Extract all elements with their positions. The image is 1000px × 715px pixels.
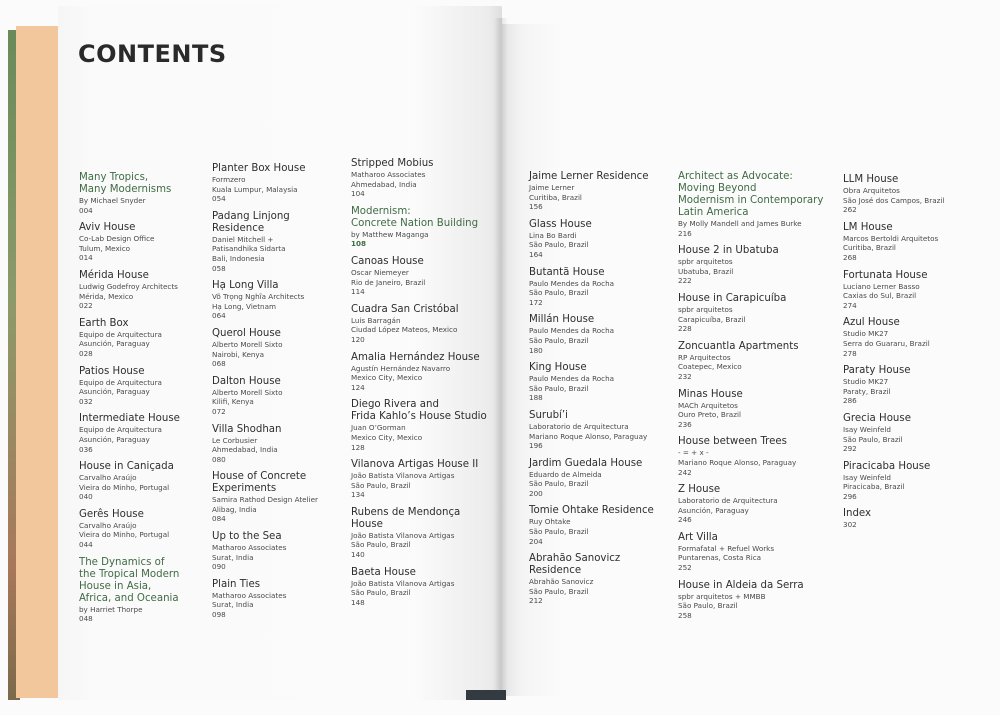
toc-entry-details: Daniel Mitchell + Patisandhika Sidarta Bali, Indonesia — [212, 234, 286, 263]
toc-entry-details: by Harriet Thorpe — [79, 604, 143, 614]
toc-entry-page-number: 114 — [351, 287, 365, 297]
toc-entry-details: João Batista Vilanova Artigas São Paulo, Brazil — [351, 530, 455, 550]
toc-entry-page-number: 286 — [843, 396, 857, 406]
toc-entry-title: Rubens de Mendonça House — [351, 506, 461, 530]
toc-entry — [351, 352, 491, 393]
toc-entry-page-number: 048 — [79, 614, 93, 624]
toc-entry-details: Matharoo Associates Ahmedabad, India — [351, 170, 426, 189]
toc-entry — [79, 461, 204, 502]
toc-entry-page-number: 232 — [678, 371, 692, 381]
toc-entry-title: Mérida House — [79, 269, 149, 281]
toc-entry-details: spbr arquitetos + MMBB São Paulo, Brazil — [678, 591, 766, 611]
toc-entry — [843, 270, 983, 311]
toc-entry-details: Laboratorio de Arquitectura Mariano Roque Alonso, Paraguay — [529, 421, 648, 441]
toc-entry-details: Alberto Morell Sixto Kilifi, Kenya — [212, 387, 283, 407]
toc-entry-page-number: 274 — [843, 300, 857, 310]
toc-entry-details: Lina Bo Bardi São Paulo, Brazil — [529, 230, 589, 250]
toc-entry-title: Butantã House — [529, 266, 605, 278]
toc-entry — [351, 459, 491, 500]
toc-entry-details: Equipo de Arquitectura Asunción, Paraguay — [79, 425, 162, 444]
toc-entry-title: Earth Box — [79, 317, 129, 329]
toc-entry-page-number: 180 — [529, 345, 543, 355]
toc-entry-page-number: 246 — [678, 515, 692, 525]
toc-entry-title: Hạ Long Villa — [212, 280, 279, 292]
toc-entry — [529, 267, 669, 308]
toc-entry-title: Baeta House — [351, 566, 416, 578]
toc-entry-details: João Batista Vilanova Artigas São Paulo, Brazil — [351, 471, 455, 490]
toc-entry-title: Tomie Ohtake Residence — [529, 505, 654, 517]
toc-entry — [212, 579, 342, 620]
toc-entry-details: By Michael Snyder — [79, 196, 146, 205]
toc-entry-details: Ludwig Godefroy Architects Mérida, Mexico — [79, 281, 178, 301]
toc-entry-title: Art Villa — [678, 531, 718, 543]
toc-entry — [529, 314, 669, 355]
toc-entry-details: João Batista Vilanova Artigas São Paulo, Brazil — [351, 578, 455, 598]
toc-entry-title: Abrahão Sanovicz Residence — [529, 553, 621, 577]
toc-entry-page-number: 296 — [843, 491, 857, 501]
contents-column-3 — [351, 158, 491, 614]
toc-entry — [843, 222, 983, 263]
toc-entry-page-number: 216 — [678, 228, 692, 238]
toc-entry — [212, 280, 342, 321]
toc-entry — [678, 484, 838, 525]
toc-entry — [212, 424, 342, 465]
toc-entry — [79, 509, 204, 550]
toc-entry-page-number: 268 — [843, 252, 857, 262]
toc-entry — [843, 413, 983, 454]
toc-entry-page-number: 278 — [843, 348, 857, 358]
toc-entry-page-number: 252 — [678, 563, 692, 573]
toc-entry-page-number: 090 — [212, 562, 226, 572]
toc-entry-details: Oscar Niemeyer Rio de Janeiro, Brazil — [351, 267, 426, 287]
toc-entry-title: Up to the Sea — [212, 531, 282, 543]
toc-entry-page-number: 072 — [212, 406, 226, 416]
toc-entry — [529, 362, 669, 403]
toc-entry — [678, 580, 838, 621]
toc-entry-page-number: 054 — [212, 194, 226, 204]
toc-entry-page-number: 164 — [529, 249, 543, 259]
toc-entry-title: Amalia Hernández House — [351, 351, 480, 363]
toc-entry — [351, 507, 491, 560]
toc-entry-details: Luciano Lerner Basso Caxias do Sul, Brazil — [843, 281, 920, 301]
toc-entry — [529, 553, 669, 606]
toc-entry-details: Carvalho Araújo Vieira do Minho, Portugal — [79, 473, 170, 492]
toc-entry-title: Index — [843, 508, 872, 520]
toc-entry-page-number: 104 — [351, 189, 365, 199]
toc-entry-details: - = + x - Mariano Roque Alonso, Paraguay — [678, 448, 797, 467]
toc-entry-title: Villa Shodhan — [212, 423, 282, 435]
toc-entry-title: The Dynamics of the Tropical Modern House in Asia, Africa, and Oceania — [79, 556, 180, 604]
toc-entry — [212, 471, 342, 524]
toc-entry — [678, 532, 838, 573]
toc-entry-details: Le Corbusier Ahmedabad, India — [212, 435, 278, 455]
toc-entry-page-number: 156 — [529, 202, 543, 212]
toc-entry-page-number: 228 — [678, 324, 692, 334]
toc-entry-details: Võ Trọng Nghĩa Architects Hạ Long, Vietnam — [212, 292, 305, 311]
toc-entry — [843, 365, 983, 406]
toc-entry-details: Paulo Mendes da Rocha São Paulo, Brazil — [529, 278, 615, 298]
toc-entry-title: Paraty House — [843, 365, 911, 377]
toc-entry-details: spbr arquitetos Ubatuba, Brazil — [678, 257, 734, 276]
toc-entry-page-number: 196 — [529, 441, 543, 451]
toc-entry — [351, 304, 491, 345]
toc-entry-page-number: 064 — [212, 311, 226, 321]
toc-entry — [843, 317, 983, 358]
toc-entry-details: Laboratorio de Arquitectura Asunción, Paraguay — [678, 496, 778, 515]
toc-entry — [79, 366, 204, 407]
toc-entry-page-number: 222 — [678, 276, 692, 286]
toc-entry-title: Jaime Lerner Residence — [529, 171, 649, 182]
toc-entry-details: RP Arquitectos Coatepec, Mexico — [678, 352, 742, 372]
toc-entry-title: House in Carapicuíba — [678, 292, 787, 304]
toc-entry-page-number: 004 — [79, 205, 93, 215]
toc-entry-title: Jardim Guedala House — [529, 457, 643, 469]
toc-entry-details: Luis Barragán Ciudad López Mateos, Mexico — [351, 315, 458, 335]
toc-entry-details: Isay Weinfeld São Paulo, Brazil — [843, 424, 903, 444]
toc-entry — [79, 413, 204, 454]
toc-entry — [678, 436, 838, 477]
toc-entry-page-number: 134 — [351, 490, 365, 500]
toc-entry-title: House between Trees — [678, 436, 787, 448]
toc-entry-details: by Matthew Maganga — [351, 229, 429, 239]
toc-entry-details: Agustín Hernández Navarro Mexico City, Mexico — [351, 363, 451, 383]
toc-entry-title: Modernism: Concrete Nation Building — [351, 205, 479, 229]
toc-entry-page-number: 084 — [212, 514, 226, 524]
spine-binding — [466, 690, 506, 700]
toc-entry-title: Glass House — [529, 218, 592, 230]
toc-entry — [79, 318, 204, 359]
toc-entry — [529, 458, 669, 499]
toc-entry-page-number: 204 — [529, 536, 543, 546]
toc-entry-page-number: 058 — [212, 263, 226, 273]
toc-entry — [79, 557, 204, 624]
toc-entry-page-number: 292 — [843, 444, 857, 454]
toc-entry — [212, 328, 342, 369]
toc-entry-page-number: 120 — [351, 334, 365, 344]
toc-entry-details: Obra Arquitetos São José dos Campos, Brazil — [843, 186, 945, 205]
page-title: CONTENTS — [78, 40, 227, 68]
toc-entry-title: Diego Rivera and Frida Kahlo’s House Studio — [351, 399, 487, 423]
toc-entry — [529, 219, 669, 260]
toc-entry-title: Stripped Mobius — [351, 158, 434, 169]
toc-entry-title: Surubí’i — [529, 409, 568, 421]
toc-entry — [843, 174, 983, 215]
toc-entry-page-number: 036 — [79, 444, 93, 454]
book-spine — [494, 18, 508, 698]
toc-entry-details: Equipo de Arquitectura Asunción, Paraguay — [79, 377, 162, 397]
toc-entry-page-number: 044 — [79, 540, 93, 550]
toc-entry-details: Matharoo Associates Surat, India — [212, 590, 287, 610]
toc-entry-title: Patios House — [79, 365, 145, 377]
toc-entry-page-number: 262 — [843, 205, 857, 215]
toc-entry-page-number: 236 — [678, 419, 692, 429]
toc-entry-title: Intermediate House — [79, 413, 180, 425]
toc-entry-details: Eduardo de Almeida São Paulo, Brazil — [529, 469, 602, 489]
toc-entry-title: Canoas House — [351, 255, 424, 267]
toc-entry — [678, 341, 838, 382]
toc-entry-page-number: 108 — [351, 239, 367, 249]
toc-entry-title: House of Concrete Experiments — [212, 471, 307, 495]
toc-entry-page-number: 188 — [529, 393, 543, 403]
toc-entry — [529, 171, 669, 212]
toc-entry-details: Samira Rathod Design Atelier Alibag, India — [212, 495, 318, 514]
toc-entry-title: Padang Linjong Residence — [212, 210, 290, 234]
toc-entry-title: Zoncuantla Apartments — [678, 340, 799, 352]
toc-entry — [212, 376, 342, 417]
toc-entry-title: LM House — [843, 221, 893, 233]
toc-entry-title: House 2 in Ubatuba — [678, 245, 779, 257]
toc-entry-page-number: 200 — [529, 488, 543, 498]
toc-entry-details: Alberto Morell Sixto Nairobi, Kenya — [212, 339, 283, 359]
toc-entry — [529, 410, 669, 451]
toc-entry — [351, 206, 491, 249]
toc-entry-title: Querol House — [212, 327, 281, 339]
toc-entry-page-number: 172 — [529, 297, 543, 307]
toc-entry-page-number: 014 — [79, 253, 93, 263]
toc-entry-page-number: 140 — [351, 550, 365, 560]
toc-entry — [79, 222, 204, 263]
toc-entry-page-number: 242 — [678, 467, 692, 477]
toc-entry-title: Architect as Advocate: Moving Beyond Modernism in Contemporary Latin America — [678, 171, 824, 218]
toc-entry — [529, 505, 669, 546]
toc-entry-details: Paulo Mendes da Rocha São Paulo, Brazil — [529, 374, 615, 393]
toc-entry-details: Marcos Bertoldi Arquitetos Curitiba, Brazil — [843, 233, 939, 253]
toc-entry-details: Carvalho Araújo Vieira do Minho, Portugal — [79, 520, 170, 540]
toc-entry-page-number: 098 — [212, 610, 226, 620]
toc-entry-title: King House — [529, 362, 587, 374]
contents-column-6 — [843, 174, 983, 537]
toc-entry-title: Millán House — [529, 314, 595, 326]
toc-entry-details: Equipo de Arquitectura Asunción, Paraguay — [79, 329, 162, 349]
toc-entry-title: Piracicaba House — [843, 460, 931, 472]
toc-entry-details: Formzero Kuala Lumpur, Malaysia — [212, 175, 298, 194]
toc-entry — [678, 171, 838, 238]
toc-entry-details: Studio MK27 Serra do Guararu, Brazil — [843, 329, 930, 348]
toc-entry-page-number: 302 — [843, 520, 857, 530]
contents-column-5 — [678, 171, 838, 627]
toc-entry-details: MACh Arquitetos Ouro Preto, Brazil — [678, 400, 741, 420]
toc-entry-title: Azul House — [843, 317, 900, 329]
toc-entry-title: Z House — [678, 484, 721, 496]
toc-entry — [678, 389, 838, 430]
toc-entry — [678, 245, 838, 286]
toc-entry-page-number: 040 — [79, 492, 93, 502]
toc-entry-title: House in Aldeia da Serra — [678, 579, 804, 591]
toc-entry-page-number: 212 — [529, 596, 543, 606]
toc-entry — [351, 567, 491, 608]
toc-entry-title: Plain Ties — [212, 578, 261, 590]
toc-entry-page-number: 148 — [351, 597, 365, 607]
toc-entry-title: Minas House — [678, 388, 743, 400]
toc-entry-details: Studio MK27 Paraty, Brazil — [843, 377, 891, 396]
toc-entry-details: Co-Lab Design Office Tulum, Mexico — [79, 234, 155, 253]
toc-entry-details: Ruy Ohtake São Paulo, Brazil — [529, 517, 589, 537]
toc-entry — [678, 293, 838, 334]
toc-entry-details: Jaime Lerner Curitiba, Brazil — [529, 183, 582, 202]
toc-entry-page-number: 128 — [351, 442, 365, 452]
toc-entry-title: LLM House — [843, 174, 899, 185]
toc-entry — [351, 158, 491, 199]
toc-entry-title: Grecia House — [843, 412, 911, 424]
toc-entry-page-number: 080 — [212, 454, 226, 464]
contents-column-1 — [79, 172, 204, 631]
toc-entry-title: Gerês House — [79, 508, 144, 520]
toc-entry-title: Cuadra San Cristóbal — [351, 303, 459, 315]
toc-entry — [212, 211, 342, 273]
toc-entry-details: Abrahão Sanovicz São Paulo, Brazil — [529, 577, 594, 596]
toc-entry-details: Isay Weinfeld Piracicaba, Brazil — [843, 472, 905, 492]
toc-entry-page-number: 258 — [678, 610, 692, 620]
contents-column-4 — [529, 171, 669, 613]
contents-column-2 — [212, 163, 342, 627]
toc-entry — [79, 270, 204, 311]
toc-entry-title: House in Caniçada — [79, 461, 174, 473]
toc-entry-title: Planter Box House — [212, 163, 306, 174]
toc-entry-page-number: 032 — [79, 396, 93, 406]
toc-entry-page-number: 028 — [79, 348, 93, 358]
toc-entry-title: Vilanova Artigas House II — [351, 459, 479, 471]
toc-entry — [212, 531, 342, 572]
toc-entry-title: Fortunata House — [843, 269, 928, 281]
toc-entry-details: Juan O’Gorman Mexico City, Mexico — [351, 423, 423, 442]
toc-entry-title: Dalton House — [212, 375, 281, 387]
toc-entry — [843, 508, 983, 530]
toc-entry-details: spbr arquitetos Carapicuíba, Brazil — [678, 304, 746, 324]
toc-entry — [843, 461, 983, 502]
toc-entry-title: Aviv House — [79, 222, 136, 234]
toc-entry-details: Matharoo Associates Surat, India — [212, 543, 287, 562]
toc-entry-page-number: 068 — [212, 359, 226, 369]
toc-entry — [212, 163, 342, 204]
toc-entry-details: Formafatal + Refuel Works Puntarenas, Costa Rica — [678, 543, 775, 563]
toc-entry — [79, 172, 204, 215]
toc-entry — [351, 256, 491, 297]
toc-entry-details: Paulo Mendes da Rocha São Paulo, Brazil — [529, 326, 615, 345]
toc-entry — [351, 399, 491, 452]
toc-entry-page-number: 022 — [79, 301, 93, 311]
toc-entry-title: Many Tropics, Many Modernisms — [79, 172, 172, 195]
toc-entry-page-number: 124 — [351, 382, 365, 392]
toc-entry-details: By Molly Mandell and James Burke — [678, 219, 802, 228]
